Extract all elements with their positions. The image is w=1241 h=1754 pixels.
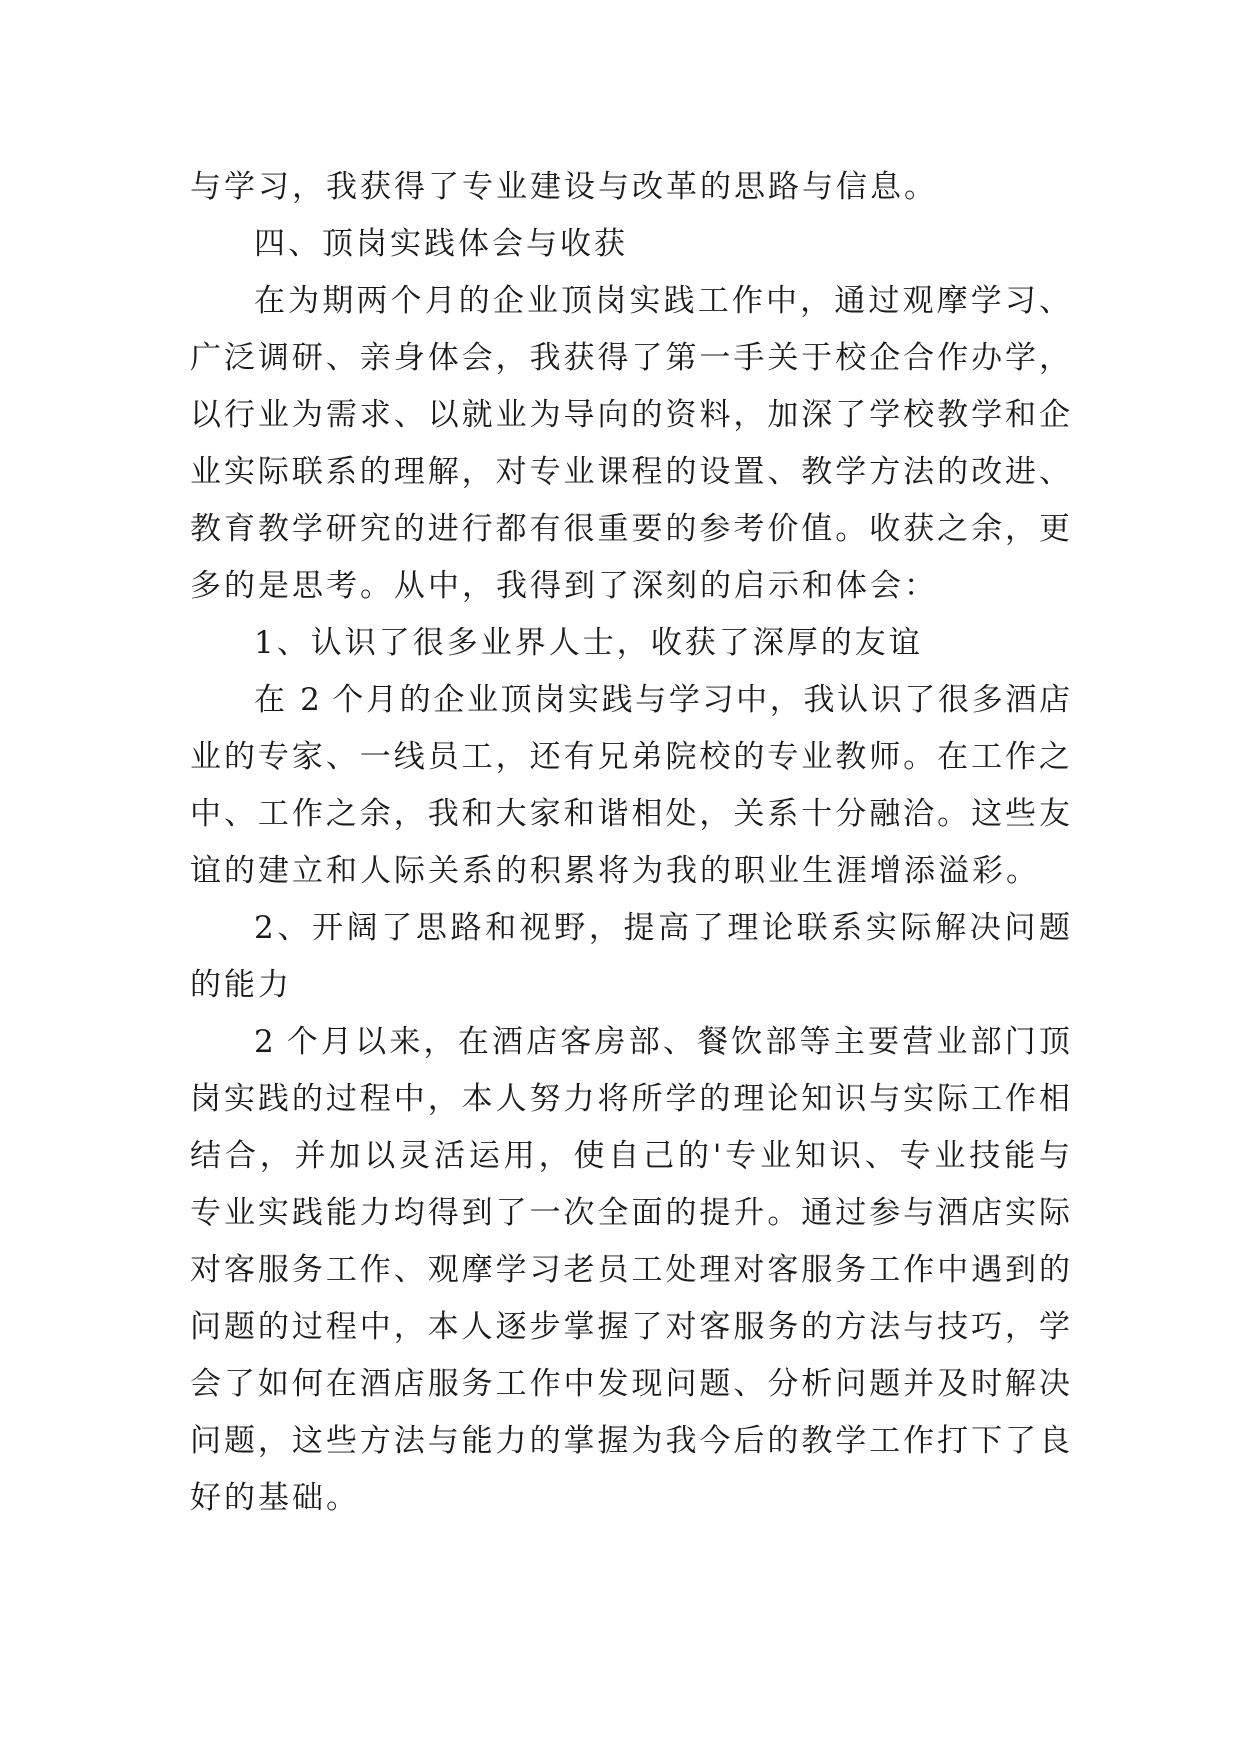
text-line: 会了如何在酒店服务工作中发现问题、分析问题并及时解决 bbox=[190, 1366, 1070, 1402]
text-line: 教育教学研究的进行都有很重要的参考价值。收获之余，更 bbox=[190, 511, 1070, 547]
text-line: 谊的建立和人际关系的积累将为我的职业生涯增添溢彩。 bbox=[190, 853, 1040, 889]
section-heading: 四、顶岗实践体会与收获 bbox=[254, 226, 628, 262]
text-line: 多的是思考。从中，我得到了深刻的启示和体会： bbox=[190, 568, 938, 604]
subsection-heading-continued: 的能力 bbox=[190, 967, 292, 1003]
text-line: 好的基础。 bbox=[190, 1480, 360, 1516]
text-line: 以行业为需求、以就业为导向的资料，加深了学校教学和企 bbox=[190, 397, 1070, 433]
text-line: 广泛调研、亲身体会，我获得了第一手关于校企合作办学， bbox=[190, 340, 1070, 376]
text-line: 问题的过程中，本人逐步掌握了对客服务的方法与技巧，学 bbox=[190, 1309, 1070, 1345]
text-line: 业实际联系的理解，对专业课程的设置、教学方法的改进、 bbox=[190, 454, 1070, 490]
text-line: 在 2 个月的企业顶岗实践与学习中，我认识了很多酒店 bbox=[254, 682, 1070, 718]
text-line: 岗实践的过程中，本人努力将所学的理论知识与实际工作相 bbox=[190, 1081, 1070, 1117]
subsection-heading: 2、开阔了思路和视野，提高了理论联系实际解决问题 bbox=[254, 910, 1070, 946]
text-line: 专业实践能力均得到了一次全面的提升。通过参与酒店实际 bbox=[190, 1195, 1070, 1231]
text-line: 结合，并加以灵活运用，使自己的'专业知识、专业技能与 bbox=[190, 1138, 1070, 1174]
text-line: 业的专家、一线员工，还有兄弟院校的专业教师。在工作之 bbox=[190, 739, 1070, 775]
text-line: 2 个月以来，在酒店客房部、餐饮部等主要营业部门顶 bbox=[254, 1024, 1070, 1060]
text-line: 中、工作之余，我和大家和谐相处，关系十分融洽。这些友 bbox=[190, 796, 1070, 832]
subsection-heading: 1、认识了很多业界人士，收获了深厚的友谊 bbox=[254, 625, 923, 661]
text-line: 问题，这些方法与能力的掌握为我今后的教学工作打下了良 bbox=[190, 1423, 1070, 1459]
text-line: 在为期两个月的企业顶岗实践工作中，通过观摩学习、 bbox=[254, 283, 1070, 319]
text-line: 对客服务工作、观摩学习老员工处理对客服务工作中遇到的 bbox=[190, 1252, 1070, 1288]
text-line: 与学习，我获得了专业建设与改革的思路与信息。 bbox=[190, 169, 938, 205]
